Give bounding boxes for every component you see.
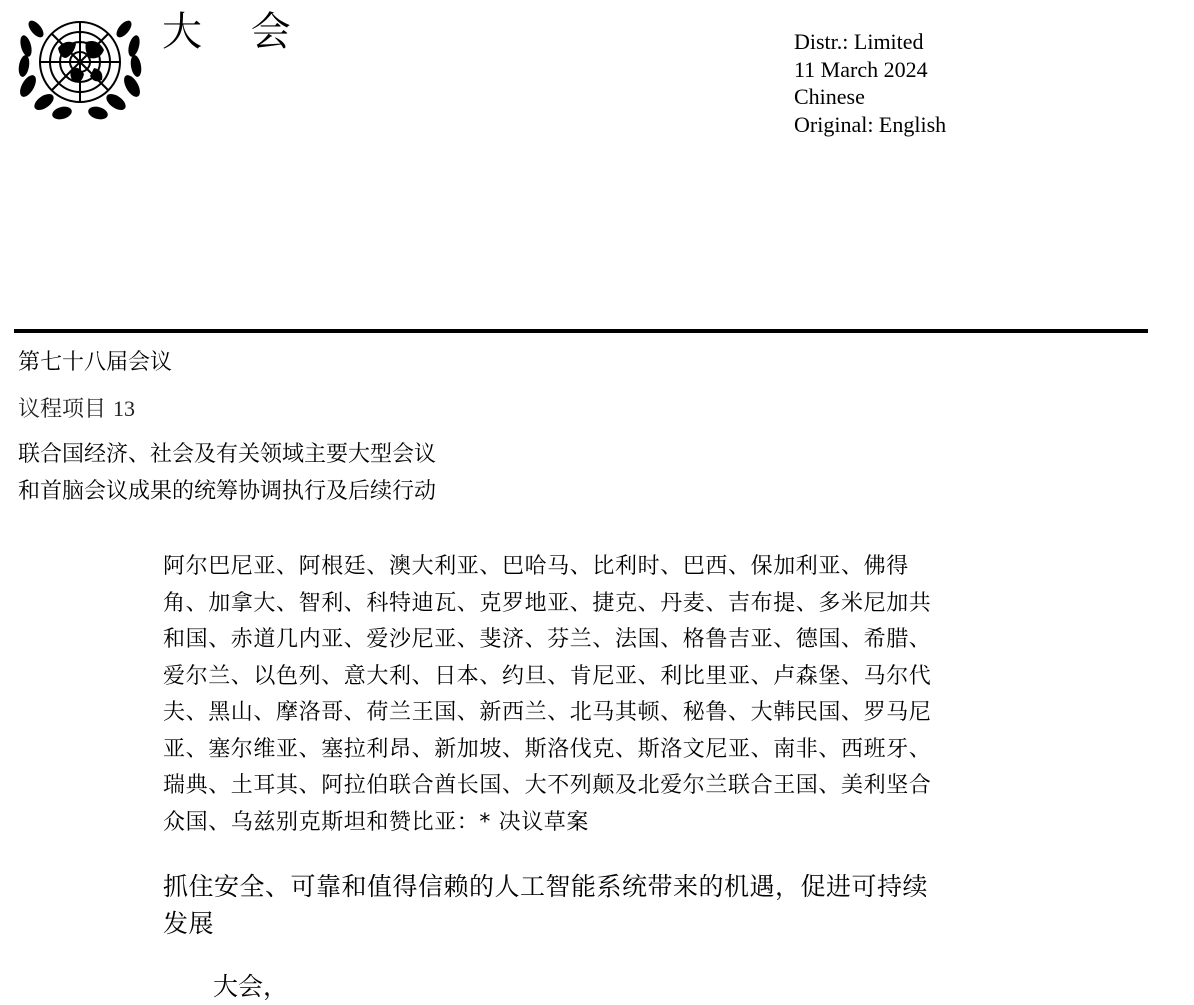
sponsors-line: 阿尔巴尼亚、阿根廷、澳大利亚、巴哈马、比利时、巴西、保加利亚、佛得 [163,554,909,579]
document-date: 11 March 2024 [794,56,928,82]
un-emblem-logo [14,8,146,124]
distribution-block [794,28,946,138]
resolution-title-line: 发展 [163,909,215,938]
sponsors-line: 和国、赤道几内亚、爱沙尼亚、斐济、芬兰、法国、格鲁吉亚、德国、希腊、 [163,627,932,652]
organ-title: 大 会 [162,9,309,55]
agenda-item [18,394,135,425]
distribution-status: Distr.: Limited [794,29,924,54]
agenda-title [18,436,436,510]
session-title: 第七十八届会议 [18,350,173,375]
document-language: Chinese [794,84,865,109]
sponsors-line: 瑞典、土耳其、阿拉伯联合酋长国、大不列颠及北爱尔兰联合王国、美利坚合 [163,773,932,798]
resolution-title [163,868,1043,942]
sponsors-line: 亚、塞尔维亚、塞拉利昂、新加坡、斯洛伐克、斯洛文尼亚、南非、西班牙、 [163,736,932,762]
agenda-number: 13 [113,396,136,421]
body-opening: 大会， [213,972,289,1001]
sponsors-line: 众国、乌兹别克斯坦和赞比亚：* 决议草案 [163,809,589,835]
sponsors-paragraph [163,549,1013,841]
agenda-title-line: 和首脑会议成果的统筹协调执行及后续行动 [18,479,437,504]
sponsors-line: 爱尔兰、以色列、意大利、日本、约旦、肯尼亚、利比里亚、卢森堡、马尔代 [163,663,932,689]
resolution-title-line: 抓住安全、可靠和值得信赖的人工智能系统带来的机遇，促进可持续 [163,872,929,901]
sponsors-line: 角、加拿大、智利、科特迪瓦、克罗地亚、捷克、丹麦、吉布提、多米尼加共 [163,590,932,616]
agenda-title-line: 联合国经济、社会及有关领域主要大型会议 [18,442,437,467]
agenda-label: 议程项目 [18,397,107,422]
original-language: Original: English [794,111,947,137]
header-rule [14,329,1148,333]
sponsors-line: 夫、黑山、摩洛哥、荷兰王国、新西兰、北马其顿、秘鲁、大韩民国、罗马尼 [163,700,932,725]
